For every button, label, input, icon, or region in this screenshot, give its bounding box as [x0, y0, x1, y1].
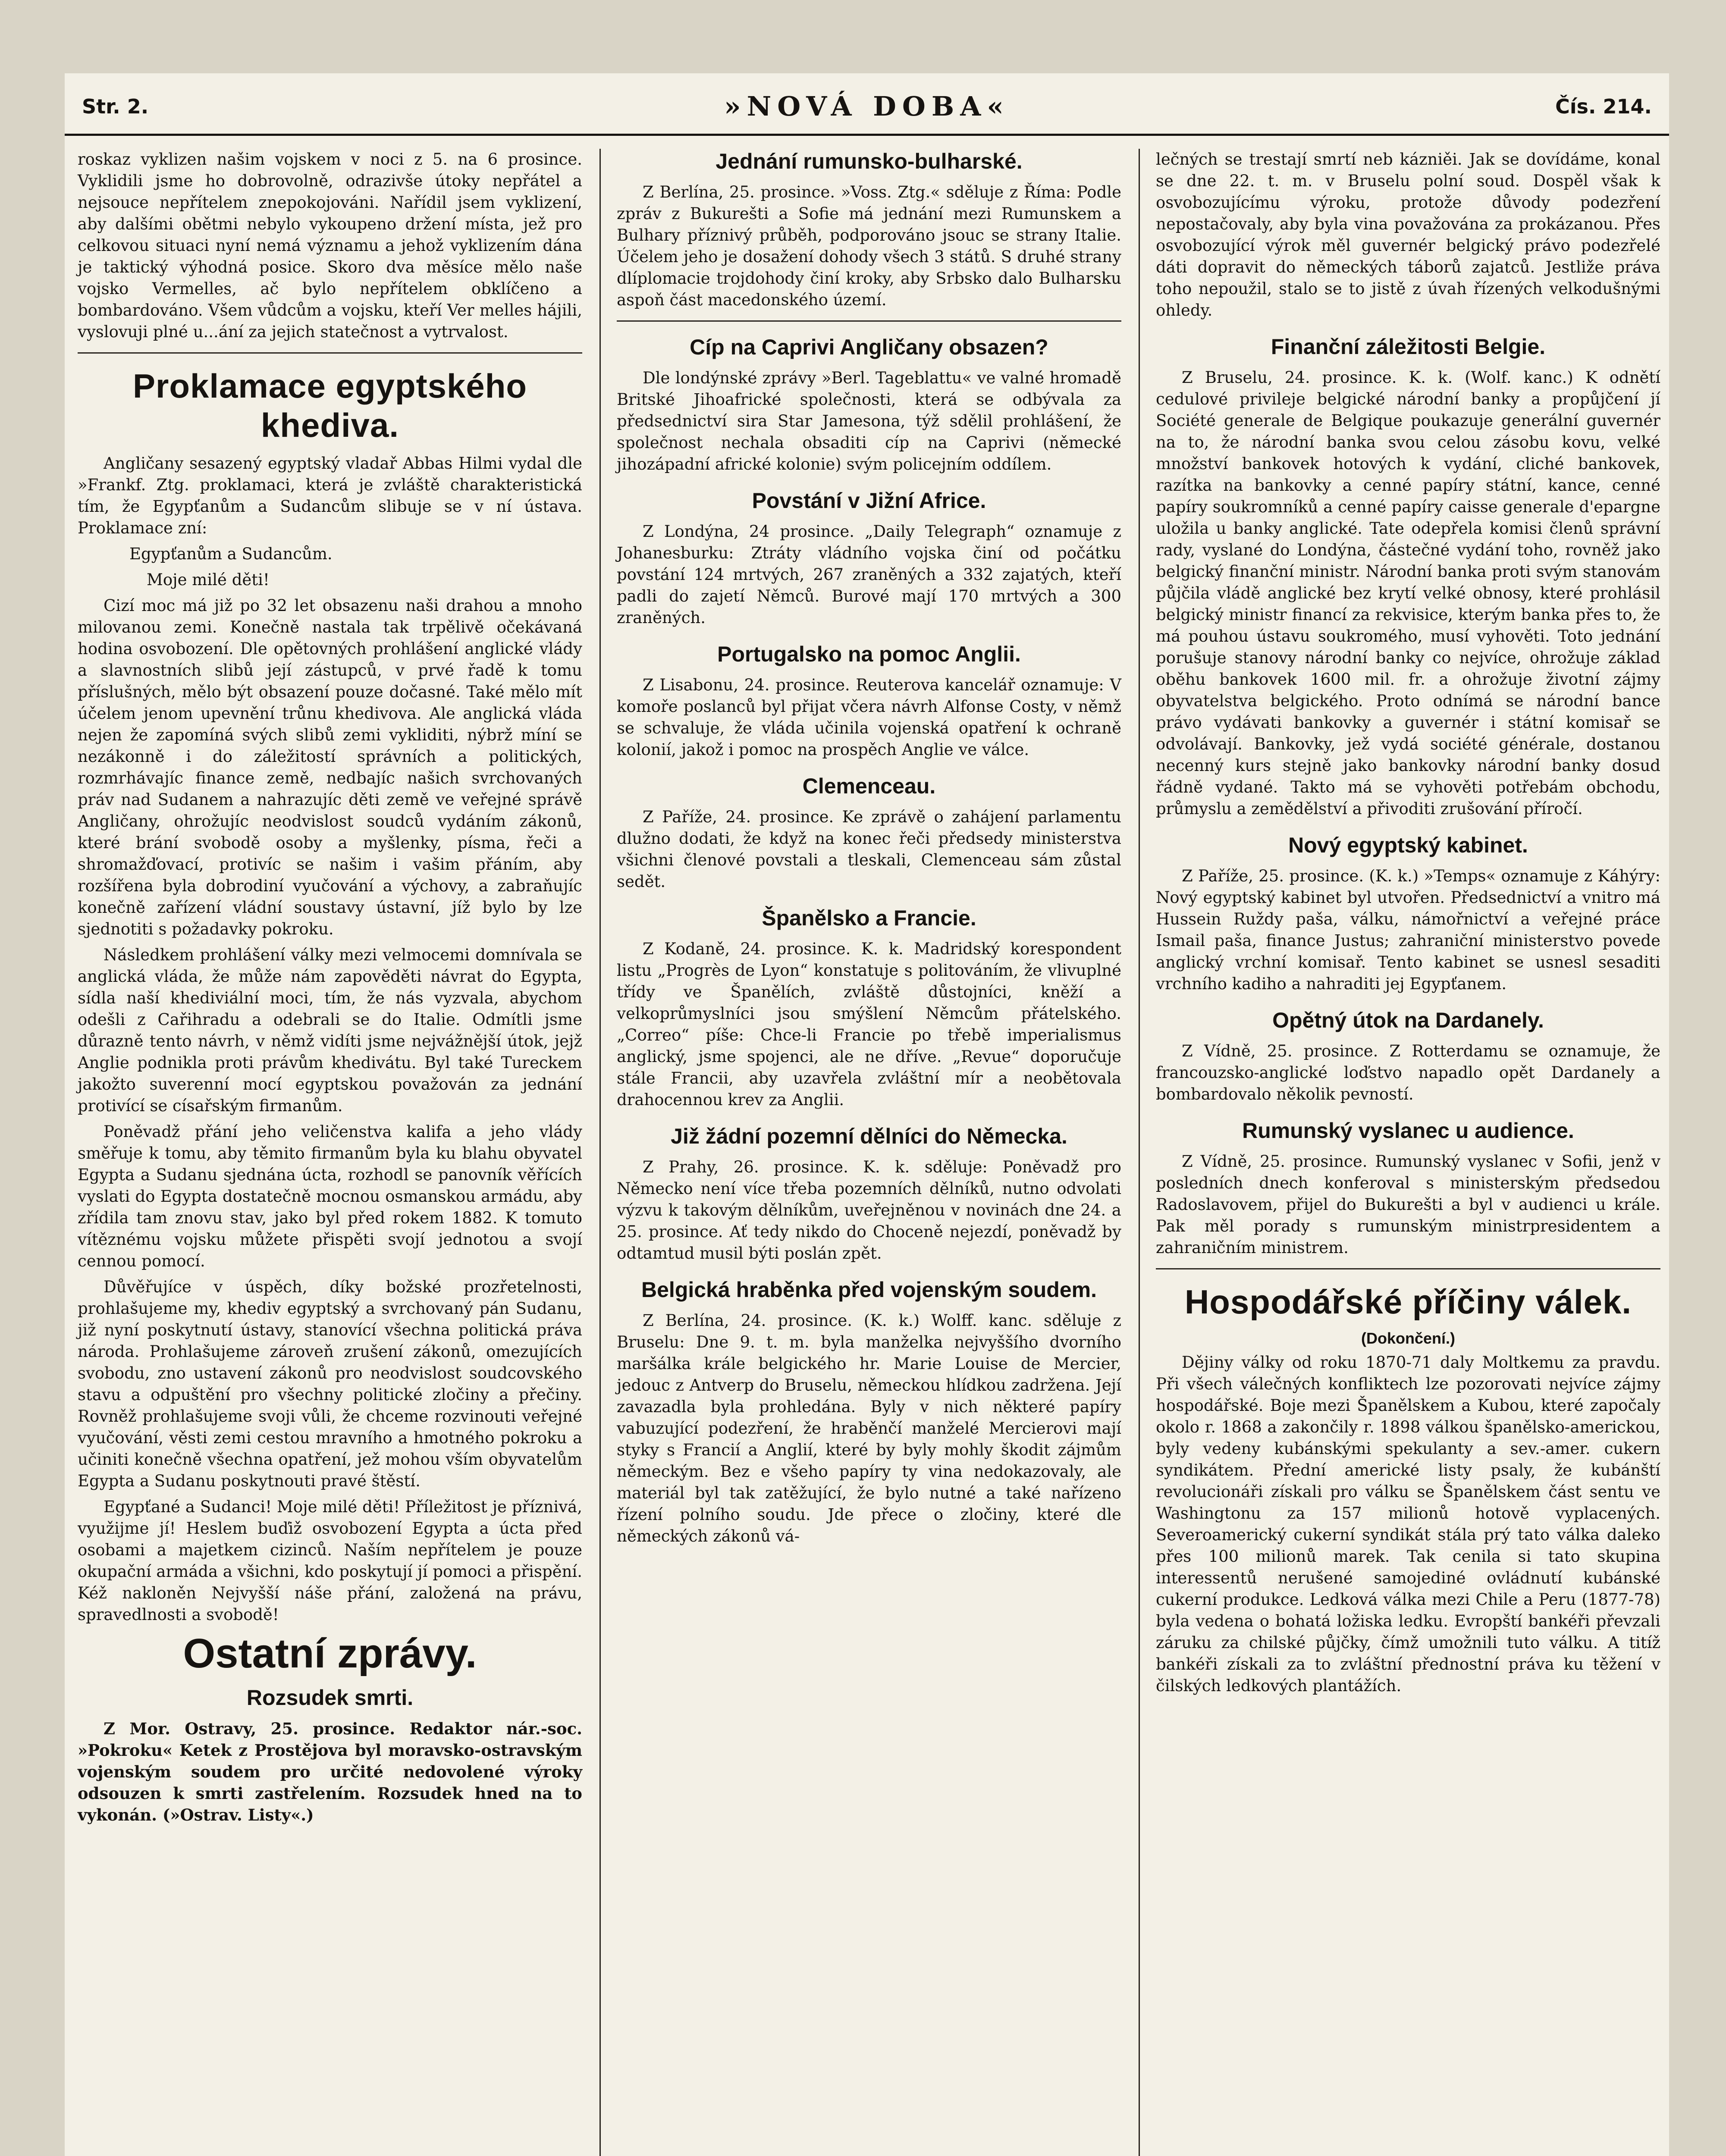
article-paragraph: Z Kodaně, 24. prosince. K. k. Madridský korespondent listu „Progrès de Lyon“ konstatuje s politováním, že vlivuplné třídy ve Španělích, zvláště důstojníci, kněží a velkoprůmyslníci jsou smýšlení Němcům přátelského. „Correo“ píše: Chce-li Francie po třebě imperialismus anglický, jsme spojenci, ale ne dříve. „Revue“ doporučuje stále Francii, aby uzavřela zvláštní mír a neobětovala drahocennou krev za Anglii.	[617, 940, 1121, 1109]
section-title-other-news: Ostatní zprávy.	[183, 1630, 477, 1677]
headline: Rumunský vyslanec u audience.	[1242, 1119, 1574, 1143]
headline: Cíp na Caprivi Angličany obsazen?	[690, 335, 1048, 359]
article-paragraph: Z Vídně, 25. prosince. Z Rotterdamu se oznamuje, že francouzsko-anglické loďstvo napadlo opět Dardanely a bombardovalo několik pevností.	[1156, 1042, 1660, 1103]
salutation: Egypťanům a Sudancům.	[129, 545, 333, 563]
article-paragraph: Z Mor. Ostravy, 25. prosince. Redaktor nár.-soc. »Pokroku« Ketek z Prostějova byl moravsko-ostravským vojenským soudem pro určité nedovolené výroky odsouzen k smrti zastřelením. Rozsudek hned na to vykonán. (»Ostrav. Listy«.)	[78, 1719, 582, 1824]
article-paragraph: Z Berlína, 25. prosince. »Voss. Ztg.« sděluje z Říma: Podle zpráv z Bukurešti a Sofie má jednání mezi Rumunskem a Bulhary příznivý průběh, podporováno jsouc se strany Italie. Účelem jeho je dosažení dohody všech 3 států. S druhé strany dlíplomacie trojdohody činí kroky, aby Srbsko dalo Bulharsku aspoň část macedonského území.	[617, 183, 1121, 309]
column-2	[617, 149, 1121, 1551]
article-paragraph: Poněvadž přání jeho veličenstva kalifa a jeho vlády směřuje k tomu, aby těmito firmanům byla ku blahu obyvatel Egypta a Sudanu sjednána úcta, rozhodl se panovník věřících vyslati do Egypta dostatečně mocnou osmanskou armádu, aby zřídila tam znovu stav, jako byl před rokem 1882. K tomuto vítěznému vojsku můžete přispěti svojí jednotou a svojí cennou pomocí.	[78, 1122, 582, 1270]
issue-number: Čís. 214.	[1555, 95, 1652, 118]
article-paragraph: Následkem prohlášení války mezi velmocemi domnívala se anglická vláda, že může nám zapověděti návrat do Egypta, sídla naší khediviální moci, tím, že nás vyzvala, abychom odešli z Cařihradu a odebrali se do Italie. Odmítli jsme důrazně tento návrh, v němž vidíti jsme nejvážnější útok, jejž Anglie podnikla proti právům khedivátu. Byl také Tureckem jakožto suverenní mocí egyptskou považován za jednání protivící se císařským firmanům.	[78, 946, 582, 1115]
headline: Povstání v Jižní Africe.	[752, 489, 986, 513]
article-paragraph: Z Berlína, 24. prosince. (K. k.) Wolff. kanc. sděluje z Bruselu: Dne 9. t. m. byla manželka nejvyššího dvorního maršálka krále belgického hr. Marie Louise de Mercier, jedouc z Antverp do Bruselu, německou hlídkou zadržena. Její zavazadla byla prohledána. Byly v nich některé papíry vabuzující podezření, že hraběnčí manželé Mercierovi mají styky s Francií a Anglií, které by byly mohly škodit zájmům německým. Bez e všeho papíry ty vina nedokazovaly, ale materiál byl tak zatěžující, že bylo nutné a také nařízeno řízení polního soudu. Jde přece o zločiny, které dle německých zákonů vá-	[617, 1311, 1121, 1545]
headline: Portugalsko na pomoc Anglii.	[717, 642, 1021, 666]
column-3	[1156, 149, 1660, 1701]
column-rule	[599, 149, 601, 2156]
article-paragraph: Cizí moc má již po 32 let obsazenu naši drahou a mnoho milovanou zemi. Konečně nastala tak trpělivě očekávaná hodina osvobození. Dle opětovných prohlášení anglické vlády a slavnostních slibů její zástupců, v prvé řadě k tomu příslušných, mělo být obsazení pouze dočasné. Také mělo mít účelem jenom upevnění trůnu khedivova. Ale anglická vláda nejen že zapomíná svých slibů zemi vykliditi, nýbrž míní se nezákonně i do záležitostí správních a politických, rozmrhávajíc finance země, nedbajíc našich svrchovaných práv nad Sudanem a nahrazujíc děti země ve veřejné správě Angličany, ohrožujíc neodvislost soudců vydáním zákonů, které brání svobodě osoby a myšlenky, písma, řeči a shromažďovací, protivíc se našim i vašim přáním, aby rozšířena byla dobrodiní vyučování a výchovy, a zabraňujíc konečně zařízení vládní soustavy ústavní, jíž bylo by lze sjednotiti s požadavky pokroku.	[78, 596, 582, 938]
headline: Finanční záležitosti Belgie.	[1271, 335, 1546, 359]
article-paragraph: Angličany sesazený egyptský vladař Abbas Hilmi vydal dle »Frankf. Ztg. proklamaci, která je zvláště charakteristická tím, že Egypťanům a Sudancům slibuje se v ní ústava. Proklamace zní:	[78, 454, 582, 537]
article-continuation: roskaz vyklizen našim vojskem v noci z 5. na 6 prosince. Vyklidili jsme ho dobrovolně, odrazivše útoky nepřátel a nejsouce nepřítelem znepokojováni. Nařídil jsem vyklizení, aby dalšími obětmi nebylo vykoupeno držení místa, jež pro celkovou situaci nyní nemá významu a jehož vyklizením dána je taktický výhodná posice. Skoro dva měsíce mělo naše vojsko Vermelles, ač bylo nepřítelem obklíčeno a bombardováno. Všem vůdcům a vojsku, kteří Ver melles hájili, vyslovuji plné u...ání za jejich statečnost a vytrvalost.	[78, 150, 582, 341]
column-1	[78, 149, 582, 1830]
headline: Jednání rumunsko-bulharské.	[716, 149, 1023, 173]
divider	[78, 352, 582, 354]
article-paragraph: Dle londýnské zprávy »Berl. Tageblattu« ve valné hromadě Britské Jihoafrické společnosti, která se odbývala za předsednictví sira Star Jamesona, týž sdělil prohlášení, že společnost nechala obsaditi cíp na Caprivi (německé jihozápadní africké kolonie) svým policejním oddílem.	[617, 369, 1121, 473]
newspaper-page	[65, 73, 1669, 2156]
masthead-title: »NOVÁ DOBA«	[724, 91, 1010, 122]
headline: Španělsko a Francie.	[762, 906, 976, 930]
column-rule	[1139, 149, 1140, 2156]
headline-economic-causes: Hospodářské příčiny válek.	[1184, 1283, 1632, 1321]
headline: Belgická hraběnka před vojenským soudem.	[641, 1278, 1097, 1302]
article-paragraph: Egypťané a Sudanci! Moje milé děti! Příležitost je příznivá, využijme jí! Heslem buďiž osvobození Egypta a úcta před osobami a majetkem cizinců. Naším nepřítelem je pouze okupační armáda a všichni, kdo poskytují jí pomoci a přispění. Kéž nakloněn Nejvyšší náše přání, založená na právu, spravedlnosti a svobodě!	[78, 1498, 582, 1624]
headline: Nový egyptský kabinet.	[1288, 833, 1528, 857]
salutation: Moje milé děti!	[147, 570, 270, 589]
headline-verdict: Rozsudek smrti.	[246, 1686, 414, 1710]
page-header	[65, 86, 1669, 136]
divider	[617, 320, 1121, 322]
page-number: Str. 2.	[82, 95, 149, 118]
headline: Opětný útok na Dardanely.	[1272, 1008, 1544, 1032]
article-paragraph: Z Vídně, 25. prosince. Rumunský vyslanec v Sofii, jenž v posledních dnech konferoval s ministerským předsedou Radoslavovem, přijel do Bukurešti a byl v audienci u krále. Pak měl porady s rumunským ministrpresidentem a zahraničním ministrem.	[1156, 1152, 1660, 1257]
article-paragraph: Z Bruselu, 24. prosince. K. k. (Wolf. kanc.) K odnětí cedulové privileje belgické národní banky a propůjčení jí Société generale de Belgique poukazuje generální guvernér na to, že národní banka svou celou zásobu kovu, velké množství bankovek hotových k vydání, cliché bankovek, razítka na bankovky a cenné papíry státní, kance, cenné papíry soukromníků a cenné papíry caisse generale d'epargne uložila u banky anglické. Tate odepřela komisi členů správní rady, vyslané do Londýna, částečné vydání toho, rovněž jako belgický finanční ministr. Národní banka proti svým stanovám půjčila vládě anglické bez krytí velké obnosy, které prohlásil belgický ministr financí za rekvisice, kterým banka přes to, že má pouhou ústavu soukromého, musí vyhověti. Toto jednání porušuje stanovy národní banky co nejvíce, ohrožuje základ oběhu bankovek 1600 mil. fr. a ohrožuje životní zájmy obyvatelstva belgického. Proto odnímá se národní bance právo vydávati bankovky a guvernér i státní komisař se odvolávají. Bankovky, jež vydá société générale, dostanou necenný kurs stejně jako bankovky národní banky dosud řádně vydané. Takto má se vyhověti potřebám obchodu, průmyslu a zemědělství a přivoditi zrušování příročí.	[1156, 368, 1660, 818]
article-paragraph: Důvěřujíce v úspěch, díky božské prozřetelnosti, prohlašujeme my, khediv egyptský a svrchovaný pán Sudanu, již nyní poskytnutí ústavy, stanovící všechna politická práva národa. Prohlašujeme zároveň zrušení zákonů, omezujících svobodu, zno ustavení zákonů pro neodvislost soudcovského stavu a odpuštění pro všechny politické zločiny a přečiny. Rovněž prohlašujeme svoji vůli, že chceme rozvinouti veřejné vyučování, věsti zemi cestou mravního a hmotného pokroku a učiniti konečně všechna opatření, jež mohou vším obyvatelům Egypta a Sudanu poskytnouti pravé štěstí.	[78, 1278, 582, 1490]
divider	[1156, 1268, 1660, 1269]
headline: Již žádní pozemní dělníci do Německa.	[671, 1124, 1067, 1148]
article-paragraph: Z Prahy, 26. prosince. K. k. sděluje: Poněvadž pro Německo není více třeba pozemních dělníků, nutno odvolati výzvu k takovým dělníkům, uveřejněnou v novinách dne 24. a 25. prosince. Ať tedy nikdo do Choceně nejezdí, poněvadž by odtamtud musil býti poslán zpět.	[617, 1158, 1121, 1263]
article-continuation: lečných se trestají smrtí neb kázniěi. Jak se dovídáme, konal se dne 22. t. m. v Bruselu polní soud. Dospěl však k osvobozujícímu výroku, protože důvody podezření nepostačovaly, aby byla vina považována za prokázanou. Přes osvobozující výrok měl guvernér belgický právo podezřelé dáti dopravit do německých táborů zajatců. Jestliže práva toho nepoužil, stalo se to jistě z úvah řízených velkodušnými ohledy.	[1156, 150, 1660, 320]
article-paragraph: Z Paříže, 25. prosince. (K. k.) »Temps« oznamuje z Káhýry: Nový egyptský kabinet byl utvořen. Předsednictví a vnitro má Hussein Ruždy paša, válku, námořnictví a veřejné práce Ismail paša, finance Justus; zahraniční ministerstvo povede anglický vrchní komisař. Tento kabinet se usnesl sesaditi vrchního kadiho a nahraditi jej Egypťanem.	[1156, 867, 1660, 993]
article-paragraph: Z Londýna, 24 prosince. „Daily Telegraph“ oznamuje z Johanesburku: Ztráty vládního vojska činí od počátku povstání 124 mrtvých, 267 zraněných a 332 zajatých, kteří padli do zajetí Němců. Burové mají 170 mrtvých a 300 zraněných.	[617, 522, 1121, 627]
article-paragraph: Z Lisabonu, 24. prosince. Reuterova kancelář oznamuje: V komoře poslanců byl přijat včera návrh Alfonse Costy, v němž se schvaluje, že vláda učinila vojenská opatření k ochraně kolonií, jakož i pomoc na prospěch Anglie ve válce.	[617, 676, 1121, 759]
headline: Clemenceau.	[802, 774, 936, 798]
headline-proclamation: Proklamace egyptského khediva.	[132, 367, 527, 444]
article-paragraph: Z Paříže, 24. prosince. Ke zprávě o zahájení parlamentu dlužno dodati, že když na konec řeči předsedy ministerstva všichni členové povstali a tleskali, Clemenceau sám zůstal sedět.	[617, 808, 1121, 891]
subheadline: (Dokončení.)	[1361, 1329, 1455, 1347]
article-paragraph: Dějiny války od roku 1870-71 daly Moltkemu za pravdu. Při všech válečných konfliktech lze pozorovati nejvíce zájmy hospodářské. Boje mezi Španělskem a Kubou, které započaly okolo r. 1868 a zakončily r. 1898 válkou španělsko-americkou, byly vedeny kubánskými spekulanty a sev.-amer. cukern syndikátem. Přední americké listy psaly, že kubánští revolucionáři získali pro válku se Španělskem část sentu ve Washingtonu za 157 milionů hotově vyplacených. Severoamerický cukerní syndikát stála prý tato válka daleko přes 100 milionů marek. Tak cenila si tato skupina interessentů nerušené samojediné ovládnutí kubánské cukerní produkce. Ledková válka mezi Chile a Peru (1877-78) byla vedena o bohatá ložiska ledku. Evropští bankéři převzali záruku za chilské půjčky, čímž umožnili tuto válku. A titíž bankéři získali za to zvláštní přednostní práva ku těžení v čilských ledkových plantážích.	[1156, 1353, 1660, 1695]
